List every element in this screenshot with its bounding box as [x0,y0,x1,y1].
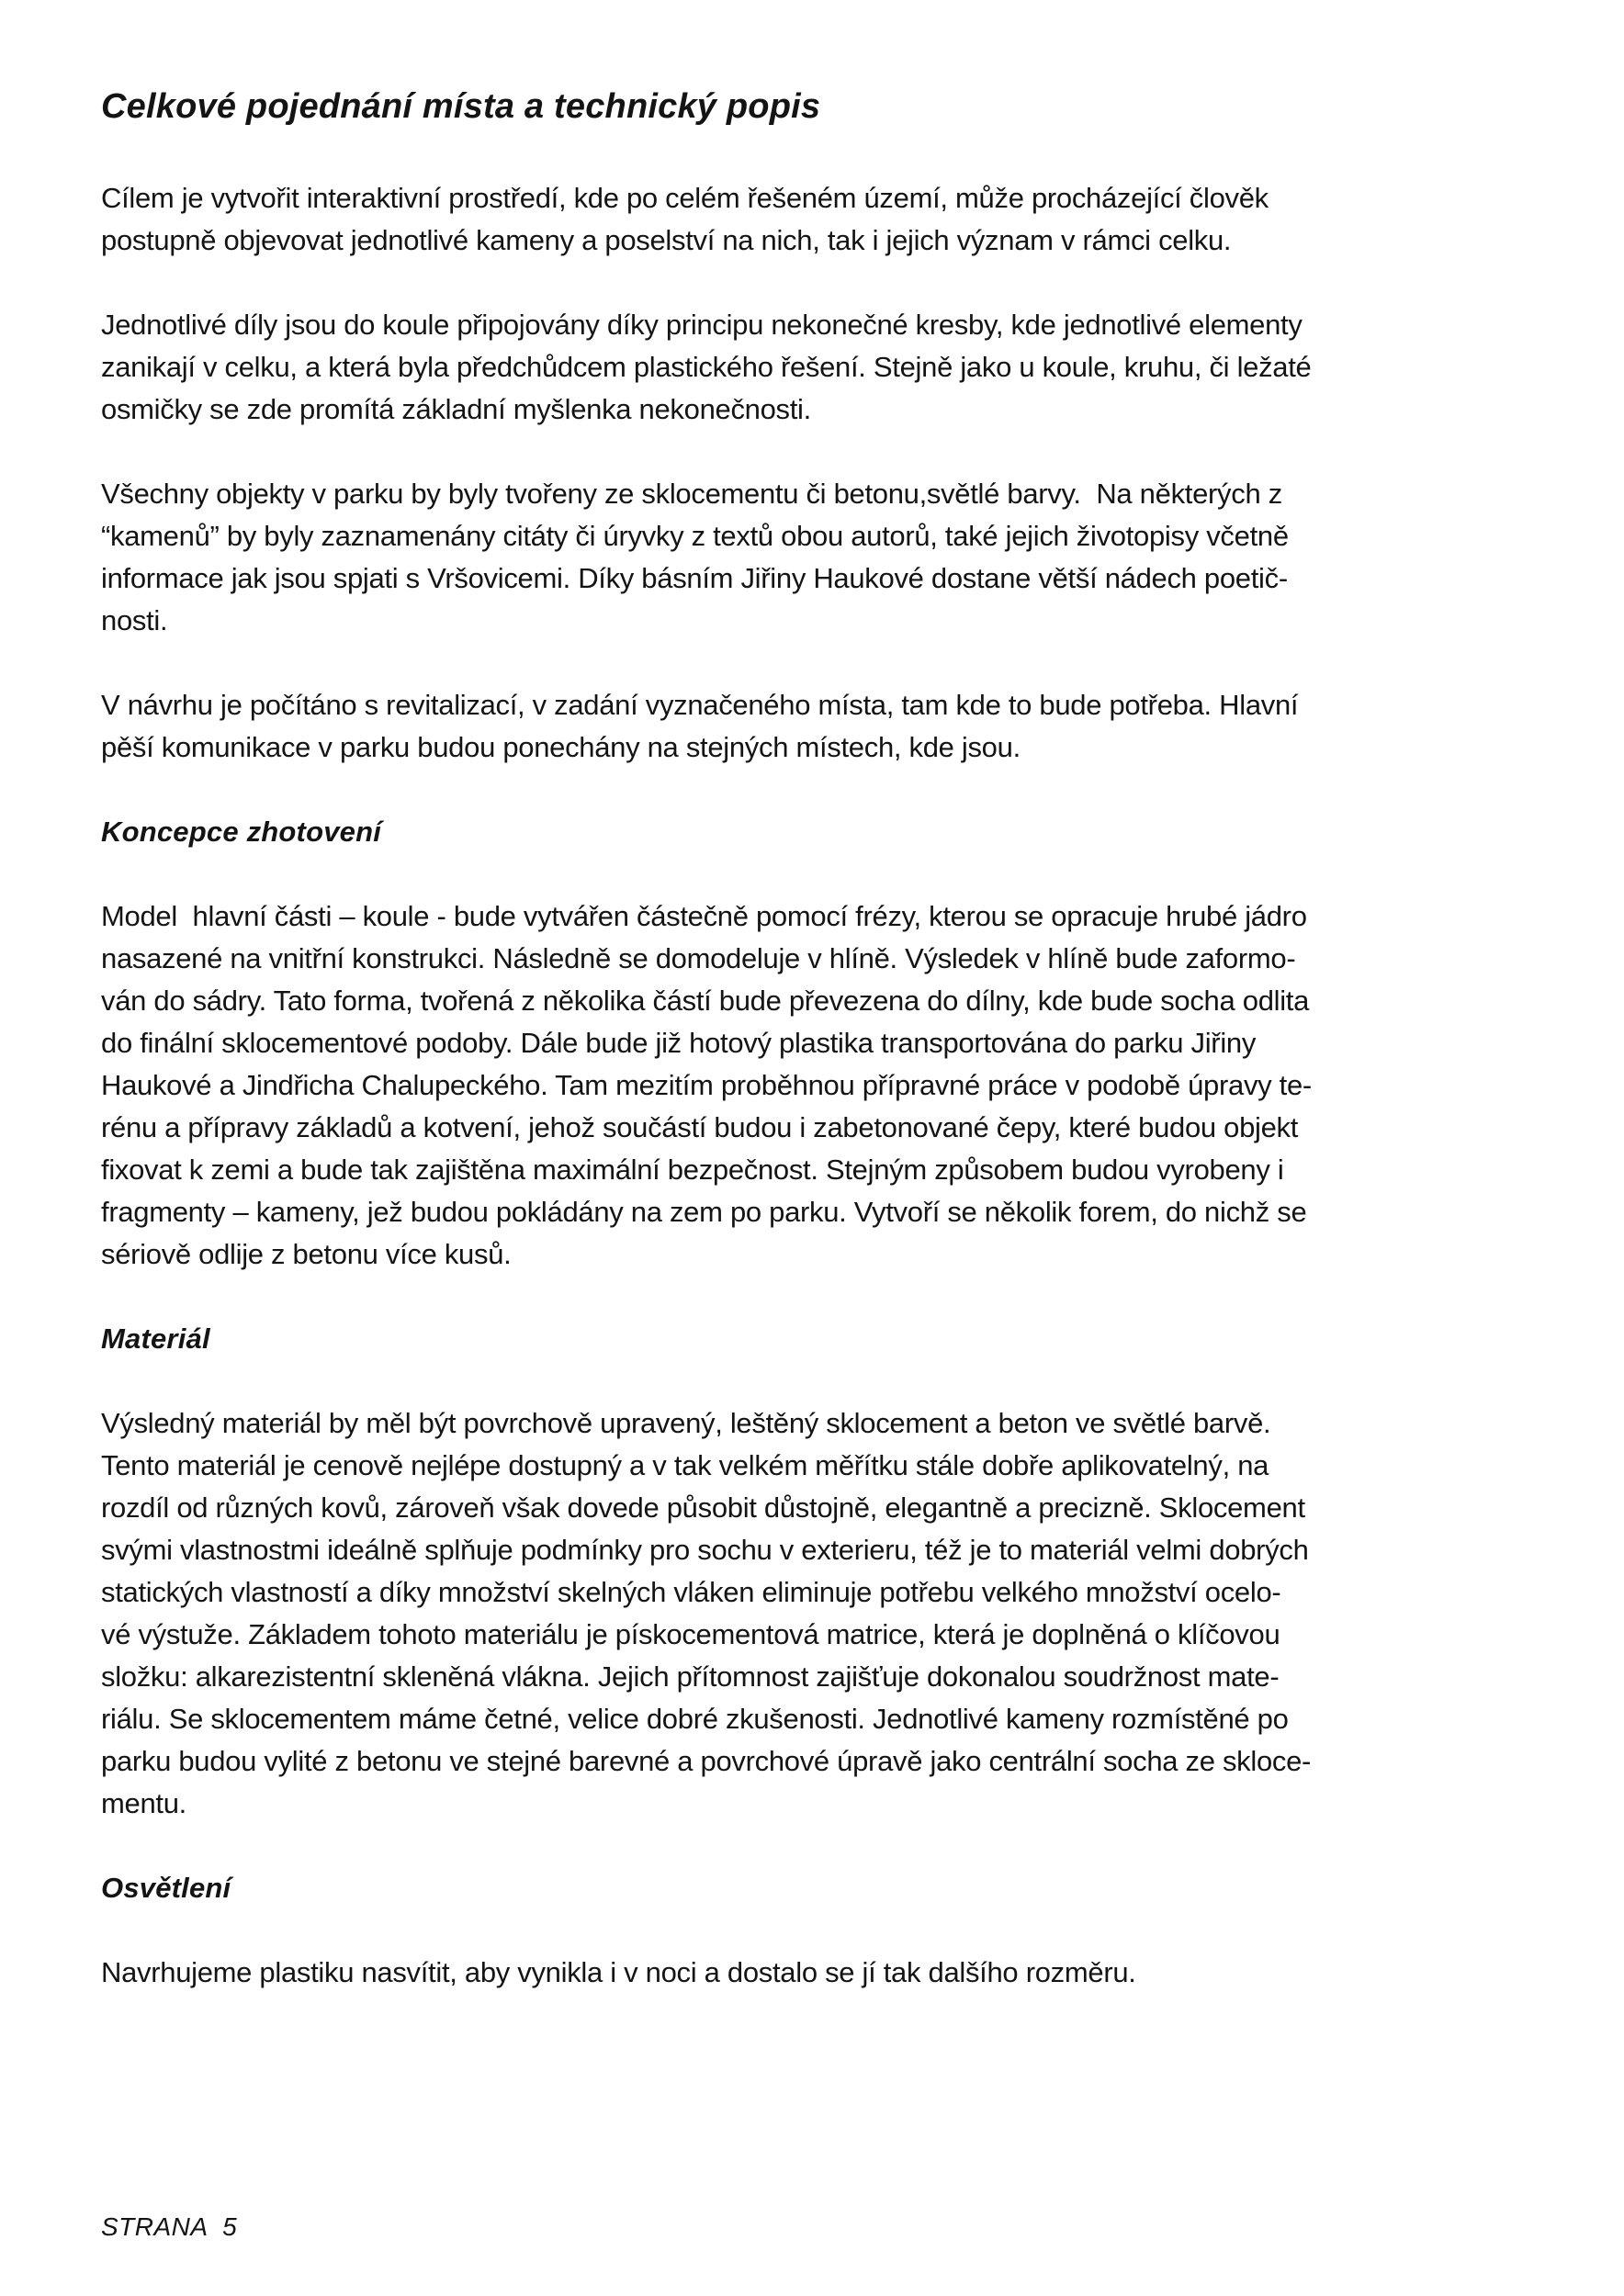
paragraph-intro [101,177,1532,262]
paragraph-line: Navrhujeme plastiku nasvítit, aby vynikla i v noci a dostalo se jí tak dalšího rozměru. [101,1956,1136,1988]
paragraph-line: Výsledný materiál by měl být povrchově upravený, leštěný sklocement a beton ve světlé barvě. [101,1407,1271,1439]
paragraph-line: do finální sklocementové podoby. Dále bude již hotový plastika transportována do parku Jiřiny [101,1027,1257,1059]
paragraph-line: složku: alkarezistentní skleněná vlákna. Jejich přítomnost zajišťuje dokonalou soudržnost mate- [101,1660,1280,1693]
paragraph-line: svými vlastnostmi ideálně splňuje podmínky pro sochu v exterieru, též je to materiál velmi dobrých [101,1534,1309,1566]
paragraph-koncepce [101,895,1532,1276]
paragraph-line: Model hlavní části – koule - bude vytvářen částečně pomocí frézy, kterou se opracuje hrubé jádro [101,900,1307,932]
paragraph-principle [101,304,1532,431]
paragraph-line: Jednotlivé díly jsou do koule připojovány díky principu nekonečné kresby, kde jednotlivé elementy [101,309,1303,341]
paragraph-line: vé výstuže. Základem tohoto materiálu je pískocementová matrice, která je doplněná o klíčovou [101,1618,1280,1650]
paragraph-line: zanikají v celku, a která byla předchůdcem plastického řešení. Stejně jako u koule, kruhu, či ležaté [101,351,1312,383]
paragraph-line: statických vlastností a díky množství skelných vláken eliminuje potřebu velkého množství ocelo- [101,1576,1281,1608]
paragraph-line: Tento materiál je cenově nejlépe dostupný a v tak velkém měřítku stále dobře aplikovatelný, na [101,1449,1269,1481]
paragraph-line: Všechny objekty v parku by byly tvořeny ze sklocementu či betonu,světlé barvy. Na některých z [101,478,1282,510]
paragraph-osvetleni [101,1952,1532,1994]
page-title: Celkové pojednání místa a technický popis [101,87,821,126]
paragraph-line: rénu a přípravy základů a kotvení, jehož součástí budou i zabetonované čepy, které budou objekt [101,1111,1299,1143]
paragraph-line: mentu. [101,1787,186,1819]
paragraph-line: riálu. Se sklocementem máme četné, velice dobré zkušenosti. Jednotlivé kameny rozmístěné po [101,1703,1289,1735]
paragraph-line: nosti. [101,604,168,636]
paragraph-line: ván do sádry. Tato forma, tvořená z několika částí bude převezena do dílny, kde bude socha odlita [101,985,1310,1017]
paragraph-revitalization [101,684,1532,769]
paragraph-material [101,1402,1532,1825]
page-footer: STRANA 5 [101,2212,238,2241]
paragraph-line: “kamenů” by byly zaznamenány citáty či úryvky z textů obou autorů, také jejich životopisy včetně [101,520,1289,552]
paragraph-line: nasazené na vnitřní konstrukci. Následně se domodeluje v hlíně. Výsledek v hlíně bude zaformo- [101,942,1296,974]
paragraph-line: V návrhu je počítáno s revitalizací, v zadání vyznačeného místa, tam kde to bude potřeba. Hlavní [101,689,1299,721]
paragraph-line: Haukové a Jindřicha Chalupeckého. Tam mezitím proběhnou přípravné práce v podobě úpravy te- [101,1069,1312,1101]
paragraph-line: fragmenty – kameny, jež budou pokládány na zem po parku. Vytvoří se několik forem, do nichž se [101,1196,1307,1228]
paragraph-line: sériově odlije z betonu více kusů. [101,1238,512,1270]
section-heading-koncepce: Koncepce zhotovení [101,816,382,848]
paragraph-line: postupně objevovat jednotlivé kameny a poselství na nich, tak i jejich význam v rámci celku. [101,224,1232,256]
paragraph-line: Cílem je vytvořit interaktivní prostředí, kde po celém řešeném území, může procházející člověk [101,182,1269,214]
section-heading-osvetleni: Osvětlení [101,1872,231,1904]
paragraph-objects [101,473,1532,642]
section-heading-material: Materiál [101,1322,210,1355]
paragraph-line: pěší komunikace v parku budou ponechány na stejných místech, kde jsou. [101,731,1021,763]
paragraph-line: rozdíl od různých kovů, zároveň však dovede působit důstojně, elegantně a precizně. Sklocement [101,1491,1305,1524]
paragraph-line: osmičky se zde promítá základní myšlenka nekonečnosti. [101,393,811,425]
paragraph-line: fixovat k zemi a bude tak zajištěna maximální bezpečnost. Stejným způsobem budou vyrobeny i [101,1154,1284,1186]
paragraph-line: informace jak jsou spjati s Vršovicemi. Díky básním Jiřiny Haukové dostane větší nádech poetič- [101,562,1288,594]
paragraph-line: parku budou vylité z betonu ve stejné barevné a povrchové úpravě jako centrální socha ze skloce- [101,1745,1312,1777]
